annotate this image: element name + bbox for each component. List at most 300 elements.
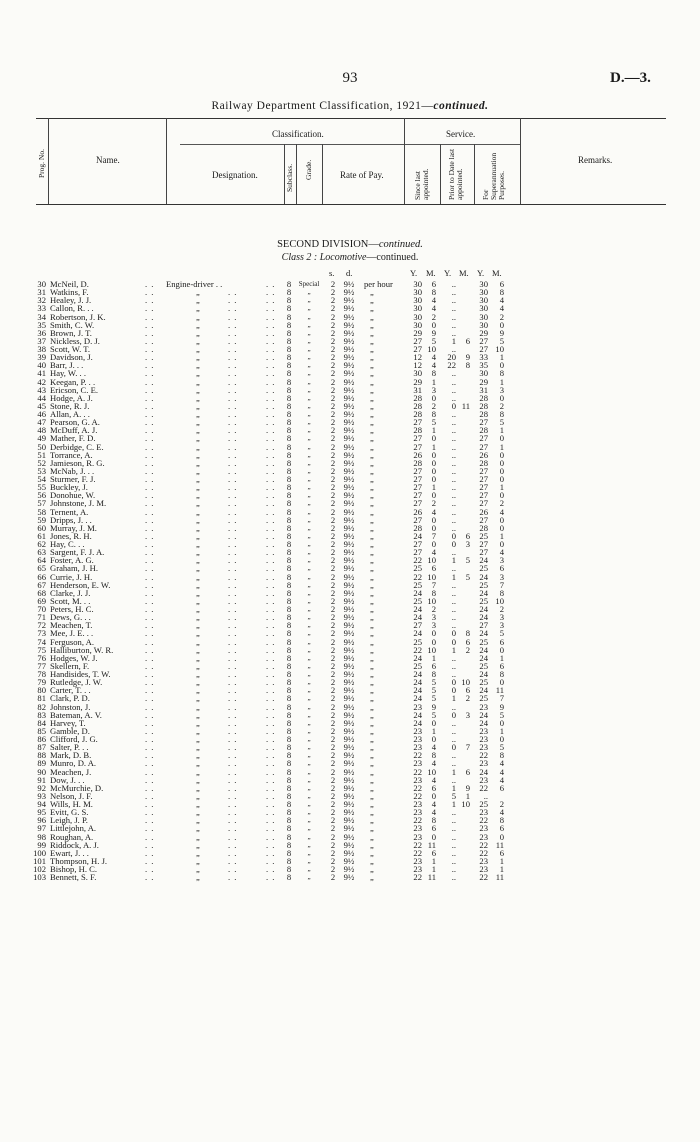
- grade: „: [307, 629, 311, 638]
- designation: „: [196, 660, 200, 671]
- leader-dots: . .: [145, 449, 155, 460]
- super-months: 2: [499, 311, 504, 322]
- subclass: 8: [286, 604, 292, 614]
- leader-dots: . .: [266, 823, 276, 834]
- since-last-years: 27: [413, 547, 422, 558]
- pay-pence: 9½: [343, 782, 355, 793]
- leader-dots: . .: [266, 457, 276, 468]
- subclass: 8: [286, 279, 292, 289]
- prog-no: 49: [37, 433, 46, 444]
- prog-no: 53: [37, 465, 46, 476]
- subclass: 8: [286, 344, 292, 354]
- prior-years: ..: [451, 839, 456, 850]
- subclass: 8: [286, 644, 292, 655]
- super-months: 1: [499, 352, 504, 363]
- leader-dots: . .: [266, 449, 276, 460]
- since-last-years: 28: [413, 522, 422, 533]
- designation: „: [196, 474, 200, 484]
- designation: „: [196, 457, 200, 468]
- super-months: 6: [499, 636, 504, 647]
- since-last-years: 26: [413, 449, 422, 460]
- grade: „: [307, 840, 311, 849]
- pay-pence: 9½: [343, 709, 355, 720]
- since-last-months: 1: [431, 425, 436, 436]
- super-years: 30: [479, 279, 488, 289]
- prog-no: 54: [37, 474, 46, 484]
- subclass: 8: [286, 539, 292, 549]
- grade: „: [307, 791, 311, 800]
- leader-dots: . .: [228, 636, 238, 647]
- super-years: 22: [479, 839, 488, 850]
- leader-dots: . .: [228, 352, 238, 363]
- pay-pence: 9½: [343, 433, 355, 444]
- designation: „: [196, 327, 200, 338]
- since-last-years: 26: [413, 506, 422, 517]
- prog-no: 52: [37, 457, 46, 468]
- pay-shillings: 2: [330, 864, 336, 874]
- since-last-years: 22: [413, 790, 422, 801]
- pay-per: „: [370, 465, 374, 476]
- prog-no: 93: [37, 790, 46, 801]
- prior-years: ..: [451, 847, 456, 858]
- prog-no: 47: [37, 417, 46, 428]
- subclass: 8: [286, 457, 292, 468]
- employee-name: Ewart, J. . .: [50, 847, 89, 858]
- leader-dots: . .: [228, 335, 238, 346]
- designation: „: [196, 766, 200, 777]
- pay-shillings: 2: [330, 335, 336, 346]
- prior-years: 0: [451, 636, 456, 647]
- pay-shillings: 2: [330, 400, 336, 411]
- since-last-months: 0: [431, 474, 436, 484]
- leader-dots: . .: [266, 758, 276, 769]
- since-last-years: 23: [413, 725, 422, 736]
- prior-years: ..: [451, 807, 456, 818]
- subsection-label: Class 2 :: [281, 252, 320, 263]
- since-last-years: 12: [413, 352, 422, 363]
- designation: „: [196, 742, 200, 753]
- leader-dots: . .: [228, 774, 238, 785]
- since-last-months: 10: [427, 344, 436, 354]
- pay-pence: 9½: [343, 368, 355, 379]
- pay-pence: 9½: [343, 376, 355, 387]
- super-months: 6: [499, 782, 504, 793]
- leader-dots: . .: [228, 677, 238, 688]
- leader-dots: . .: [266, 766, 276, 777]
- since-last-years: 22: [413, 782, 422, 793]
- leader-dots: . .: [145, 652, 155, 663]
- leader-dots: . .: [266, 742, 276, 753]
- super-years: 22: [479, 847, 488, 858]
- since-last-years: 27: [413, 482, 422, 493]
- pay-per: „: [370, 782, 374, 793]
- since-last-months: 6: [431, 782, 436, 793]
- prog-no: 74: [37, 636, 46, 647]
- since-last-months: 0: [431, 522, 436, 533]
- prior-years: 0: [451, 677, 456, 688]
- employee-name: Bateman, A. V.: [50, 709, 102, 720]
- grade: „: [307, 320, 311, 329]
- leader-dots: . .: [228, 457, 238, 468]
- leader-dots: . .: [145, 425, 155, 436]
- super-years: 27: [479, 474, 488, 484]
- since-last-years: 24: [413, 652, 422, 663]
- designation: „: [196, 839, 200, 850]
- prog-no: 43: [37, 384, 46, 395]
- pay-shillings: 2: [330, 547, 336, 558]
- header-name: Name.: [96, 155, 120, 165]
- super-years: 24: [479, 571, 488, 582]
- pay-per: „: [370, 417, 374, 428]
- designation: „: [196, 636, 200, 647]
- super-months: 9: [499, 701, 504, 712]
- subclass: 8: [286, 815, 292, 826]
- designation: „: [196, 823, 200, 834]
- leader-dots: . .: [228, 344, 238, 354]
- prior-years: ..: [451, 547, 456, 558]
- super-months: 2: [499, 498, 504, 509]
- leader-dots: . .: [145, 660, 155, 671]
- grade: „: [307, 735, 311, 743]
- super-years: 30: [479, 287, 488, 298]
- pay-shillings: 2: [330, 660, 336, 671]
- col-divider: [166, 118, 167, 204]
- pay-pence: 9½: [343, 522, 355, 533]
- grade: „: [307, 385, 311, 394]
- leader-dots: . .: [228, 709, 238, 720]
- prior-months: 2: [465, 644, 470, 655]
- pay-per: „: [370, 709, 374, 720]
- prior-years: ..: [451, 433, 456, 444]
- since-last-years: 23: [413, 823, 422, 834]
- prog-no: 71: [37, 612, 46, 623]
- grade: „: [307, 353, 311, 362]
- employee-name: Allan, A. . .: [50, 409, 90, 419]
- subclass: 8: [286, 766, 292, 777]
- pay-pence: 9½: [343, 530, 355, 541]
- col-divider: [322, 144, 323, 204]
- leader-dots: . .: [228, 782, 238, 793]
- grade: „: [307, 848, 311, 857]
- employee-name: Ternent, A.: [50, 506, 89, 517]
- leader-dots: . .: [145, 823, 155, 834]
- prior-years: ..: [451, 758, 456, 769]
- since-last-months: 10: [427, 766, 436, 777]
- title-main: Railway Department Classification, 1921—: [211, 100, 434, 112]
- subclass: 8: [286, 855, 292, 866]
- pay-per: „: [370, 669, 374, 679]
- prog-no: 94: [37, 799, 46, 809]
- designation: „: [196, 555, 200, 566]
- designation: „: [196, 774, 200, 785]
- super-years: 28: [479, 409, 488, 419]
- pay-per: „: [370, 652, 374, 663]
- super-years: 30: [479, 368, 488, 379]
- subclass: 8: [286, 677, 292, 688]
- leader-dots: . .: [266, 417, 276, 428]
- pay-shillings: 2: [330, 522, 336, 533]
- super-years: 25: [479, 579, 488, 590]
- since-last-years: 12: [413, 360, 422, 371]
- since-last-years: 30: [413, 368, 422, 379]
- since-last-years: 23: [413, 701, 422, 712]
- pay-pence: 9½: [343, 498, 355, 509]
- super-years: 28: [479, 457, 488, 468]
- super-years: 25: [479, 595, 488, 606]
- super-years: 25: [479, 660, 488, 671]
- header-designation: Designation.: [212, 170, 258, 180]
- since-last-years: 31: [413, 384, 422, 395]
- designation: „: [196, 685, 200, 696]
- prog-no: 58: [37, 506, 46, 517]
- pay-pence: 9½: [343, 612, 355, 623]
- subclass: 8: [286, 742, 292, 753]
- super-months: 0: [499, 319, 504, 330]
- prior-years: ..: [451, 864, 456, 874]
- leader-dots: . .: [266, 530, 276, 541]
- pay-pence: 9½: [343, 766, 355, 777]
- since-last-years: 24: [413, 709, 422, 720]
- subclass: 8: [286, 725, 292, 736]
- pay-per: „: [370, 547, 374, 558]
- grade: „: [307, 767, 311, 776]
- since-last-months: 0: [431, 465, 436, 476]
- super-months: 0: [499, 514, 504, 525]
- prog-no: 59: [37, 514, 46, 525]
- since-last-months: 6: [431, 563, 436, 574]
- super-months: 5: [499, 628, 504, 639]
- subclass: 8: [286, 782, 292, 793]
- pay-per: „: [370, 498, 374, 509]
- grade: „: [307, 637, 311, 646]
- header-rate-of-pay: Rate of Pay.: [340, 170, 384, 180]
- leader-dots: . .: [145, 604, 155, 614]
- leader-dots: . .: [266, 303, 276, 314]
- since-last-months: 11: [427, 839, 436, 850]
- super-years: 23: [479, 807, 488, 818]
- prog-no: 42: [37, 376, 46, 387]
- prior-years: ..: [451, 522, 456, 533]
- pay-pence: 9½: [343, 742, 355, 753]
- subclass: 8: [286, 563, 292, 574]
- super-years: 29: [479, 376, 488, 387]
- pay-pence: 9½: [343, 652, 355, 663]
- subclass: 8: [286, 750, 292, 761]
- grade: „: [307, 442, 311, 451]
- pay-per: „: [370, 425, 374, 436]
- since-last-years: 27: [413, 620, 422, 631]
- since-last-months: 3: [431, 620, 436, 631]
- employee-name: Torrance, A.: [50, 449, 93, 460]
- leader-dots: . .: [228, 384, 238, 395]
- since-last-months: 2: [431, 498, 436, 509]
- employee-name: Currie, J. H.: [50, 571, 93, 582]
- pay-per: „: [370, 790, 374, 801]
- pay-per: „: [370, 490, 374, 501]
- since-last-years: 25: [413, 595, 422, 606]
- pay-per: „: [370, 514, 374, 525]
- subclass: 8: [286, 807, 292, 818]
- leader-dots: . .: [266, 579, 276, 590]
- prior-months: 10: [461, 677, 470, 688]
- since-last-years: 24: [413, 612, 422, 623]
- super-months: 3: [499, 571, 504, 582]
- leader-dots: . .: [266, 790, 276, 801]
- pay-per: „: [370, 685, 374, 696]
- designation: „: [196, 709, 200, 720]
- pay-per: „: [370, 620, 374, 631]
- employee-name: Derbidge, C. E.: [50, 441, 104, 452]
- col-divider: [296, 144, 297, 204]
- designation: „: [196, 506, 200, 517]
- grade: „: [307, 564, 311, 573]
- super-months: 0: [499, 831, 504, 842]
- since-last-months: 8: [431, 287, 436, 298]
- employee-name: Mee, J. E. . .: [50, 628, 94, 639]
- subclass: 8: [286, 360, 292, 371]
- prior-years: 0: [451, 685, 456, 696]
- leader-dots: . .: [145, 790, 155, 801]
- since-last-months: 8: [431, 815, 436, 826]
- leader-dots: . .: [266, 701, 276, 712]
- since-last-years: 30: [413, 311, 422, 322]
- prior-years: 1: [451, 766, 456, 777]
- subclass: 8: [286, 547, 292, 558]
- leader-dots: . .: [228, 465, 238, 476]
- since-last-years: 23: [413, 864, 422, 874]
- pay-per: „: [370, 303, 374, 314]
- super-months: 4: [499, 774, 504, 785]
- since-last-years: 23: [413, 734, 422, 744]
- grade: „: [307, 377, 311, 386]
- prog-no: 82: [37, 701, 46, 712]
- leader-dots: . .: [228, 319, 238, 330]
- employee-name: Mather, F. D.: [50, 433, 96, 444]
- leader-dots: . .: [266, 384, 276, 395]
- designation: „: [196, 758, 200, 769]
- prog-no: 55: [37, 482, 46, 493]
- since-last-months: 10: [427, 555, 436, 566]
- pay-shillings: 2: [330, 539, 336, 549]
- since-last-years: 23: [413, 742, 422, 753]
- leader-dots: . .: [228, 433, 238, 444]
- designation: „: [196, 522, 200, 533]
- since-last-months: 1: [431, 376, 436, 387]
- prior-months: 6: [465, 335, 470, 346]
- since-last-months: 4: [431, 807, 436, 818]
- super-months: 6: [499, 563, 504, 574]
- super-months: 3: [499, 555, 504, 566]
- leader-dots: . .: [228, 823, 238, 834]
- leader-dots: . .: [145, 693, 155, 704]
- unit-pence: d.: [346, 268, 353, 278]
- pay-shillings: 2: [330, 701, 336, 712]
- prior-years: 5: [451, 790, 456, 801]
- employee-name: Hodges, W. J.: [50, 652, 98, 663]
- prior-years: 0: [451, 539, 456, 549]
- pay-pence: 9½: [343, 335, 355, 346]
- since-last-years: 23: [413, 807, 422, 818]
- since-last-months: 4: [431, 742, 436, 753]
- designation: „: [196, 587, 200, 598]
- subclass: 8: [286, 425, 292, 436]
- pay-per: „: [370, 717, 374, 728]
- employee-name: Smith, C. W.: [50, 319, 95, 330]
- super-months: 8: [499, 750, 504, 761]
- leader-dots: . .: [145, 750, 155, 761]
- pay-shillings: 2: [330, 579, 336, 590]
- since-last-years: 23: [413, 774, 422, 785]
- pay-shillings: 2: [330, 352, 336, 363]
- leader-dots: . .: [145, 571, 155, 582]
- pay-shillings: 2: [330, 587, 336, 598]
- since-last-years: 23: [413, 758, 422, 769]
- super-months: 8: [499, 409, 504, 419]
- prior-years: 0: [451, 400, 456, 411]
- page-title: [100, 100, 600, 112]
- pay-pence: 9½: [343, 344, 355, 354]
- employee-name: Donohue, W.: [50, 490, 96, 501]
- since-last-months: 7: [431, 530, 436, 541]
- designation: „: [196, 612, 200, 623]
- leader-dots: . .: [266, 636, 276, 647]
- pay-per: „: [370, 750, 374, 761]
- leader-dots: . .: [228, 287, 238, 298]
- leader-dots: . .: [145, 872, 155, 883]
- pay-shillings: 2: [330, 677, 336, 688]
- grade: „: [307, 361, 311, 370]
- leader-dots: . .: [266, 612, 276, 623]
- leader-dots: . .: [145, 766, 155, 777]
- employee-name: Sturmer, F. J.: [50, 474, 96, 484]
- leader-dots: . .: [145, 734, 155, 744]
- super-months: 7: [499, 579, 504, 590]
- employee-name: Clarke, J. J.: [50, 587, 91, 598]
- subsection-heading: [180, 252, 520, 263]
- header-remarks: Remarks.: [578, 155, 613, 165]
- prior-years: ..: [451, 815, 456, 826]
- pay-per: „: [370, 368, 374, 379]
- prior-years: ..: [451, 612, 456, 623]
- super-months: 0: [499, 490, 504, 501]
- pay-per: „: [370, 579, 374, 590]
- leader-dots: . .: [228, 400, 238, 411]
- col-divider: [404, 118, 405, 204]
- designation: „: [196, 498, 200, 509]
- leader-dots: . .: [266, 441, 276, 452]
- pay-per: „: [370, 311, 374, 322]
- pay-per: „: [370, 693, 374, 704]
- designation: „: [196, 400, 200, 411]
- prior-years: ..: [451, 311, 456, 322]
- grade: „: [307, 312, 311, 321]
- super-months: 4: [499, 807, 504, 818]
- pay-pence: 9½: [343, 327, 355, 338]
- pay-per: „: [370, 563, 374, 574]
- since-last-months: 6: [431, 660, 436, 671]
- leader-dots: . .: [266, 677, 276, 688]
- pay-pence: 9½: [343, 555, 355, 566]
- designation: „: [196, 441, 200, 452]
- pay-per: „: [370, 604, 374, 614]
- designation: „: [196, 782, 200, 793]
- super-months: 0: [499, 644, 504, 655]
- leader-dots: . .: [228, 555, 238, 566]
- pay-per: „: [370, 441, 374, 452]
- pay-pence: 9½: [343, 823, 355, 834]
- since-last-years: 27: [413, 498, 422, 509]
- pay-shillings: 2: [330, 449, 336, 460]
